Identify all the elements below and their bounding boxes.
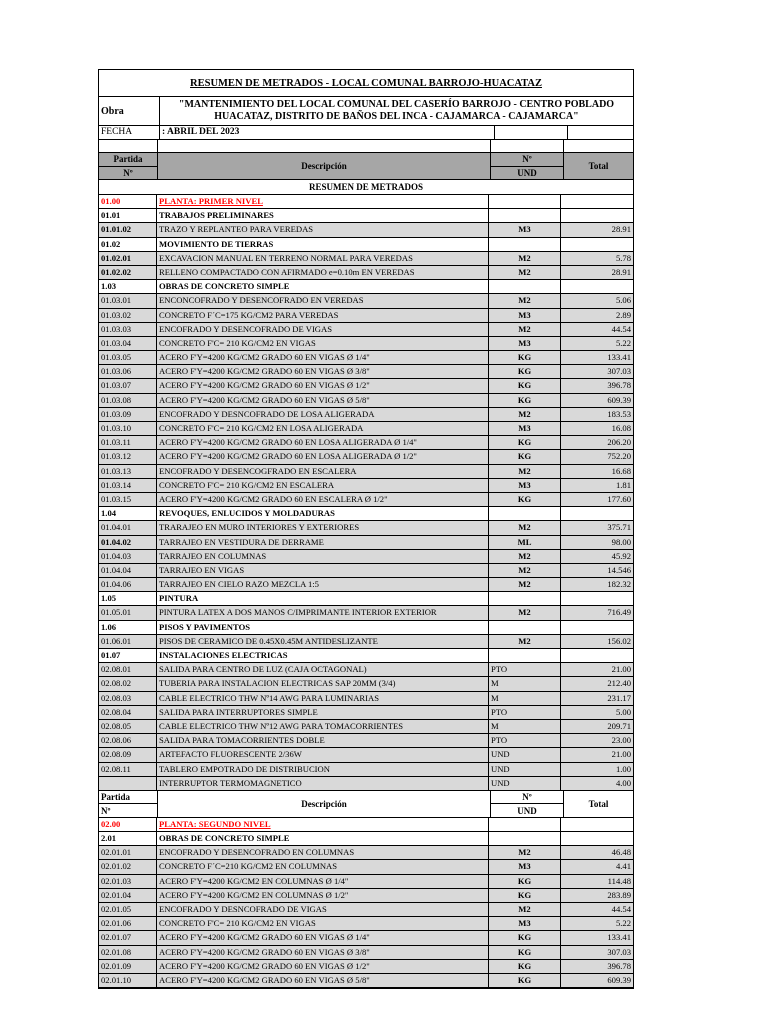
table-row bbox=[99, 875, 633, 889]
total-cell: 14.546 bbox=[607, 564, 631, 575]
descripcion-cell: ACERO F'Y=4200 KG/CM2 GRADO 60 EN VIGAS Ø 1/2" bbox=[157, 960, 489, 973]
total-cell: 4.00 bbox=[615, 777, 631, 788]
descripcion-cell: CONCRETO F'C= 210 KG/CM2 EN VIGAS bbox=[157, 337, 489, 350]
table-row bbox=[99, 323, 633, 337]
obra-label: Obra bbox=[99, 97, 160, 125]
partida-cell: 01.04.02 bbox=[99, 536, 157, 549]
descripcion-cell: TARRAJEO EN VIGAS bbox=[157, 564, 489, 577]
total-cell: 16.68 bbox=[611, 465, 631, 476]
total-cell bbox=[561, 592, 633, 605]
partida-cell: 01.01 bbox=[99, 209, 157, 222]
table-row bbox=[99, 436, 633, 450]
descripcion-cell: TUBERIA PARA INSTALACION ELECTRICAS SAP 20MM (3/4) bbox=[157, 677, 489, 690]
table-row bbox=[99, 763, 633, 777]
unidad-cell: KG bbox=[489, 379, 561, 392]
descripcion-cell: CONCRETO F´C=210 KG/CM2 EN COLUMNAS bbox=[157, 860, 489, 873]
total-cell bbox=[561, 280, 633, 293]
partida-cell: 02.08.05 bbox=[99, 720, 157, 733]
unidad-cell: M3 bbox=[489, 309, 561, 322]
table-row bbox=[99, 252, 633, 266]
rows-segundo-nivel bbox=[99, 818, 633, 988]
partida-cell: 01.02.02 bbox=[99, 266, 157, 279]
table-row bbox=[99, 422, 633, 436]
header-total: Total bbox=[588, 161, 609, 171]
descripcion-cell: CABLE ELECTRICO THW Nº12 AWG PARA TOMACORRIENTES bbox=[157, 720, 489, 733]
descripcion-cell: ARTEFACTO FLUORESCENTE 2/36W bbox=[157, 748, 489, 761]
unidad-cell: KG bbox=[489, 493, 561, 506]
unidad-cell: M2 bbox=[489, 635, 561, 648]
unidad-cell: KG bbox=[489, 875, 561, 888]
descripcion-cell bbox=[157, 818, 489, 831]
total-cell: 21.00 bbox=[611, 749, 631, 760]
descripcion-cell: TARRAJEO EN CIELO RAZO MEZCLA 1:5 bbox=[157, 578, 489, 591]
table-row bbox=[99, 621, 633, 635]
partida-cell: 01.04.03 bbox=[99, 550, 157, 563]
table-row bbox=[99, 564, 633, 578]
fecha-row bbox=[99, 126, 633, 140]
unidad-cell: M3 bbox=[489, 917, 561, 930]
total-cell: 21.00 bbox=[611, 664, 631, 675]
header-und: UND bbox=[517, 805, 537, 816]
total-cell: 212.40 bbox=[607, 678, 631, 689]
total-cell: 5.00 bbox=[615, 706, 631, 717]
unidad-cell: KG bbox=[489, 960, 561, 973]
total-cell: 28.91 bbox=[611, 266, 631, 277]
table-row bbox=[99, 748, 633, 762]
unidad-cell: PTO bbox=[489, 706, 561, 719]
total-cell bbox=[561, 621, 633, 634]
total-cell: 2.89 bbox=[615, 309, 631, 320]
table-row bbox=[99, 946, 633, 960]
table-row bbox=[99, 309, 633, 323]
total-cell bbox=[561, 818, 633, 831]
total-cell: 28.91 bbox=[611, 224, 631, 235]
descripcion-cell bbox=[157, 195, 489, 208]
total-cell: 307.03 bbox=[607, 366, 631, 377]
total-cell bbox=[561, 195, 633, 208]
partida-cell: 02.01.04 bbox=[99, 889, 157, 902]
descripcion-cell: ACERO F'Y=4200 KG/CM2 EN COLUMNAS Ø 1/2" bbox=[157, 889, 489, 902]
unidad-cell: KG bbox=[489, 436, 561, 449]
descripcion-cell: MOVIMIENTO DE TIERRAS bbox=[157, 238, 489, 251]
header-partida: Partida bbox=[99, 791, 157, 805]
total-cell: 156.02 bbox=[607, 635, 631, 646]
partida-cell: 01.04.04 bbox=[99, 564, 157, 577]
total-cell: 5.22 bbox=[615, 918, 631, 929]
descripcion-cell: REVOQUES, ENLUCIDOS Y MOLDADURAS bbox=[157, 507, 489, 520]
unidad-cell bbox=[489, 195, 561, 208]
table-row bbox=[99, 195, 633, 209]
table-row bbox=[99, 337, 633, 351]
unidad-cell: M2 bbox=[489, 846, 561, 859]
partida-cell: 01.03.15 bbox=[99, 493, 157, 506]
blank-row bbox=[99, 140, 633, 153]
unidad-cell: KG bbox=[489, 394, 561, 407]
total-cell bbox=[561, 238, 633, 251]
header-partida: Partida bbox=[99, 153, 157, 167]
descripcion-cell: ACERO F'Y=4200 KG/CM2 GRADO 60 EN VIGAS Ø 3/8" bbox=[157, 365, 489, 378]
total-cell: 98.00 bbox=[611, 536, 631, 547]
table-row bbox=[99, 507, 633, 521]
unidad-cell bbox=[489, 209, 561, 222]
header-descripcion: Descripción bbox=[158, 791, 491, 817]
table-row bbox=[99, 394, 633, 408]
nivel-title: PLANTA: PRIMER NIVEL bbox=[159, 196, 263, 206]
unidad-cell bbox=[489, 238, 561, 251]
total-cell bbox=[561, 507, 633, 520]
unidad-cell: M2 bbox=[489, 408, 561, 421]
total-cell: 307.03 bbox=[607, 946, 631, 957]
table-row bbox=[99, 777, 633, 791]
descripcion-cell: ACERO F'Y=4200 KG/CM2 GRADO 60 EN LOSA ALIGERADA Ø 1/4" bbox=[157, 436, 489, 449]
partida-cell: 01.01.02 bbox=[99, 223, 157, 236]
total-cell: 206.20 bbox=[607, 437, 631, 448]
table-row bbox=[99, 521, 633, 535]
table-row bbox=[99, 818, 633, 832]
table-row bbox=[99, 649, 633, 663]
partida-cell: 01.03.08 bbox=[99, 394, 157, 407]
document-title: RESUMEN DE METRADOS - LOCAL COMUNAL BARROJO-HUACATAZ bbox=[99, 70, 633, 97]
descripcion-cell: ACERO F'Y=4200 KG/CM2 GRADO 60 EN ESCALERA Ø 1/2" bbox=[157, 493, 489, 506]
unidad-cell: UND bbox=[489, 763, 561, 776]
partida-cell: 02.01.07 bbox=[99, 931, 157, 944]
descripcion-cell: RELLENO COMPACTADO CON AFIRMADO e=0.10m EN VEREDAS bbox=[157, 266, 489, 279]
fecha-value: : ABRIL DEL 2023 bbox=[160, 126, 495, 139]
total-cell bbox=[561, 209, 633, 222]
partida-cell: 01.00 bbox=[99, 195, 157, 208]
unidad-cell: M bbox=[489, 692, 561, 705]
total-cell: 114.48 bbox=[607, 875, 631, 886]
descripcion-cell: ACERO F'Y=4200 KG/CM2 GRADO 60 EN LOSA ALIGERADA Ø 1/2" bbox=[157, 450, 489, 463]
descripcion-cell: ENCOFRADO Y DESENCOFRADO EN COLUMNAS bbox=[157, 846, 489, 859]
descripcion-cell: TABLERO EMPOTRADO DE DISTRIBUCION bbox=[157, 763, 489, 776]
table-row bbox=[99, 450, 633, 464]
descripcion-cell: ENCOFRADO Y DESENCOFRADO DE VIGAS bbox=[157, 323, 489, 336]
partida-cell: 1.03 bbox=[99, 280, 157, 293]
partida-cell: 01.03.09 bbox=[99, 408, 157, 421]
partida-cell: 01.03.13 bbox=[99, 465, 157, 478]
total-cell: 177.60 bbox=[607, 493, 631, 504]
total-cell: 16.08 bbox=[611, 423, 631, 433]
unidad-cell: UND bbox=[489, 777, 561, 790]
total-cell bbox=[561, 649, 633, 662]
total-cell: 1.81 bbox=[615, 479, 631, 490]
descripcion-cell: TARRAJEO EN VESTIDURA DE DERRAME bbox=[157, 536, 489, 549]
descripcion-cell: TRARAJEO EN MURO INTERIORES Y EXTERIORES bbox=[157, 521, 489, 534]
table-row bbox=[99, 860, 633, 874]
header-n: Nº bbox=[491, 791, 563, 805]
partida-cell: 01.02.01 bbox=[99, 252, 157, 265]
header-descripcion: Descripción bbox=[158, 153, 491, 179]
unidad-cell: KG bbox=[489, 889, 561, 902]
partida-cell: 02.01.02 bbox=[99, 860, 157, 873]
partida-cell: 02.08.04 bbox=[99, 706, 157, 719]
partida-cell: 01.03.03 bbox=[99, 323, 157, 336]
partida-cell: 01.07 bbox=[99, 649, 157, 662]
partida-cell: 01.05.01 bbox=[99, 606, 157, 619]
table-row bbox=[99, 734, 633, 748]
table-row bbox=[99, 931, 633, 945]
partida-cell: 01.03.07 bbox=[99, 379, 157, 392]
descripcion-cell: SALIDA PARA INTERRUPTORES SIMPLE bbox=[157, 706, 489, 719]
unidad-cell: PTO bbox=[489, 734, 561, 747]
partida-cell: 02.08.01 bbox=[99, 663, 157, 676]
table-row bbox=[99, 832, 633, 846]
descripcion-cell: ACERO F'Y=4200 KG/CM2 GRADO 60 EN VIGAS Ø 3/8" bbox=[157, 946, 489, 959]
unidad-cell bbox=[489, 832, 561, 845]
table-row bbox=[99, 408, 633, 422]
unidad-cell: M bbox=[489, 677, 561, 690]
metrados-sheet bbox=[98, 69, 634, 989]
partida-cell: 02.01.03 bbox=[99, 875, 157, 888]
table-row bbox=[99, 706, 633, 720]
nivel-title: PLANTA: SEGUNDO NIVEL bbox=[159, 818, 271, 829]
total-cell: 44.54 bbox=[611, 904, 631, 914]
table-row bbox=[99, 917, 633, 931]
partida-cell: 01.03.06 bbox=[99, 365, 157, 378]
unidad-cell bbox=[489, 818, 561, 831]
unidad-cell: M3 bbox=[489, 337, 561, 350]
unidad-cell: M2 bbox=[489, 323, 561, 336]
table-row bbox=[99, 365, 633, 379]
partida-cell: 02.08.09 bbox=[99, 748, 157, 761]
header-numero: Nº bbox=[123, 167, 133, 178]
header-numero: Nº bbox=[101, 805, 111, 816]
partida-cell: 01.04.01 bbox=[99, 521, 157, 534]
unidad-cell: M3 bbox=[489, 422, 561, 435]
descripcion-cell: CONCRETO F'C= 210 KG/CM2 EN ESCALERA bbox=[157, 479, 489, 492]
descripcion-cell: PISOS Y PAVIMENTOS bbox=[157, 621, 489, 634]
descripcion-cell: TRAZO Y REPLANTEO PARA VEREDAS bbox=[157, 223, 489, 236]
unidad-cell: M2 bbox=[489, 903, 561, 916]
partida-cell: 01.06.01 bbox=[99, 635, 157, 648]
total-cell: 133.41 bbox=[607, 932, 631, 943]
table-row bbox=[99, 479, 633, 493]
unidad-cell: M2 bbox=[489, 521, 561, 534]
descripcion-cell: ACERO F'Y=4200 KG/CM2 GRADO 60 EN VIGAS Ø 5/8" bbox=[157, 394, 489, 407]
table-row bbox=[99, 209, 633, 223]
total-cell: 283.89 bbox=[607, 889, 631, 900]
unidad-cell: M2 bbox=[489, 294, 561, 307]
header-total: Total bbox=[588, 798, 609, 809]
descripcion-cell: SALIDA PARA TOMACORRIENTES DOBLE bbox=[157, 734, 489, 747]
descripcion-cell: CONCRETO F´C=175 KG/CM2 PARA VEREDAS bbox=[157, 309, 489, 322]
descripcion-cell: INTERRUPTOR TERMOMAGNETICO bbox=[157, 777, 489, 790]
partida-cell: 01.03.02 bbox=[99, 309, 157, 322]
unidad-cell: M2 bbox=[489, 266, 561, 279]
table-row bbox=[99, 351, 633, 365]
unidad-cell: KG bbox=[489, 946, 561, 959]
total-cell bbox=[561, 832, 633, 845]
unidad-cell: KG bbox=[489, 450, 561, 463]
unidad-cell: UND bbox=[489, 748, 561, 761]
table-row bbox=[99, 635, 633, 649]
table-row bbox=[99, 578, 633, 592]
table-row bbox=[99, 960, 633, 974]
unidad-cell bbox=[489, 280, 561, 293]
table-row bbox=[99, 536, 633, 550]
partida-cell: 02.01.10 bbox=[99, 974, 157, 987]
partida-cell: 02.00 bbox=[99, 818, 157, 831]
obra-row bbox=[99, 97, 633, 126]
table-row bbox=[99, 379, 633, 393]
total-cell: 183.53 bbox=[607, 408, 631, 419]
descripcion-cell: ACERO F'Y=4200 KG/CM2 GRADO 60 EN VIGAS Ø 1/4" bbox=[157, 931, 489, 944]
partida-cell: 01.02 bbox=[99, 238, 157, 251]
partida-cell: 01.03.12 bbox=[99, 450, 157, 463]
table-row bbox=[99, 606, 633, 620]
table-row bbox=[99, 493, 633, 507]
partida-cell: 02.08.06 bbox=[99, 734, 157, 747]
total-cell: 231.17 bbox=[607, 692, 631, 703]
descripcion-cell: CONCRETO F'C= 210 KG/CM2 EN VIGAS bbox=[157, 917, 489, 930]
table-row bbox=[99, 889, 633, 903]
total-cell: 23.00 bbox=[611, 735, 631, 746]
unidad-cell: M3 bbox=[489, 223, 561, 236]
unidad-cell: M3 bbox=[489, 479, 561, 492]
partida-cell: 01.03.04 bbox=[99, 337, 157, 350]
table-header-2 bbox=[99, 791, 633, 818]
unidad-cell: M2 bbox=[489, 550, 561, 563]
total-cell: 375.71 bbox=[607, 522, 631, 533]
partida-cell: 01.04.06 bbox=[99, 578, 157, 591]
total-cell: 45.92 bbox=[611, 550, 631, 561]
section-title: RESUMEN DE METRADOS bbox=[99, 180, 633, 195]
unidad-cell: M2 bbox=[489, 252, 561, 265]
partida-cell: 1.04 bbox=[99, 507, 157, 520]
total-cell: 133.41 bbox=[607, 352, 631, 363]
descripcion-cell: OBRAS DE CONCRETO SIMPLE bbox=[157, 280, 489, 293]
partida-cell: 02.01.08 bbox=[99, 946, 157, 959]
partida-cell: 01.03.05 bbox=[99, 351, 157, 364]
total-cell: 609.39 bbox=[607, 394, 631, 405]
total-cell: 396.78 bbox=[607, 380, 631, 391]
partida-cell: 02.08.11 bbox=[99, 763, 157, 776]
fecha-label: FECHA bbox=[99, 126, 160, 139]
total-cell: 182.32 bbox=[607, 579, 631, 590]
partida-cell: 01.03.10 bbox=[99, 422, 157, 435]
unidad-cell: ML bbox=[489, 536, 561, 549]
descripcion-cell: OBRAS DE CONCRETO SIMPLE bbox=[157, 832, 489, 845]
partida-cell bbox=[99, 777, 157, 790]
descripcion-cell: ENCOFRADO Y DESENCOGFRADO EN ESCALERA bbox=[157, 465, 489, 478]
table-row bbox=[99, 846, 633, 860]
table-row bbox=[99, 974, 633, 988]
unidad-cell: M2 bbox=[489, 465, 561, 478]
unidad-cell: M2 bbox=[489, 606, 561, 619]
total-cell: 209.71 bbox=[607, 720, 631, 731]
table-row bbox=[99, 903, 633, 917]
header-n: Nº bbox=[491, 153, 563, 167]
descripcion-cell: ENCOFRADO Y DESNCOFRADO DE LOSA ALIGERADA bbox=[157, 408, 489, 421]
descripcion-cell: ACERO F'Y=4200 KG/CM2 EN COLUMNAS Ø 1/4" bbox=[157, 875, 489, 888]
unidad-cell: PTO bbox=[489, 663, 561, 676]
total-cell: 396.78 bbox=[607, 960, 631, 971]
descripcion-cell: ACERO F'Y=4200 KG/CM2 GRADO 60 EN VIGAS Ø 1/4" bbox=[157, 351, 489, 364]
rows-primer-nivel bbox=[99, 195, 633, 791]
total-cell: 5.06 bbox=[615, 295, 631, 306]
partida-cell: 02.08.03 bbox=[99, 692, 157, 705]
descripcion-cell: TARRAJEO EN COLUMNAS bbox=[157, 550, 489, 563]
partida-cell: 02.01.01 bbox=[99, 846, 157, 859]
total-cell: 716.49 bbox=[607, 607, 631, 618]
descripcion-cell: ACERO F'Y=4200 KG/CM2 GRADO 60 EN VIGAS Ø 5/8" bbox=[157, 974, 489, 987]
total-cell: 1.00 bbox=[615, 763, 631, 774]
partida-cell: 01.03.11 bbox=[99, 436, 157, 449]
descripcion-cell: EXCAVACION MANUAL EN TERRENO NORMAL PARA VEREDAS bbox=[157, 252, 489, 265]
descripcion-cell: CABLE ELECTRICO THW Nº14 AWG PARA LUMINARIAS bbox=[157, 692, 489, 705]
total-cell: 4.41 bbox=[615, 861, 631, 872]
unidad-cell bbox=[489, 621, 561, 634]
partida-cell: 02.08.02 bbox=[99, 677, 157, 690]
partida-cell: 01.03.01 bbox=[99, 294, 157, 307]
obra-value: "MANTENIMIENTO DEL LOCAL COMUNAL DEL CASERÍO BARROJO - CENTRO POBLADO HUACATAZ, DISTRITO DE BAÑOS DEL INCA - CAJAMARCA - CAJAMARCA" bbox=[178, 99, 615, 122]
descripcion-cell: ENCOFRADO Y DESNCOFRADO DE VIGAS bbox=[157, 903, 489, 916]
partida-cell: 02.01.05 bbox=[99, 903, 157, 916]
descripcion-cell: PINTURA LATEX A DOS MANOS C/IMPRIMANTE INTERIOR EXTERIOR bbox=[157, 606, 489, 619]
table-row bbox=[99, 266, 633, 280]
unidad-cell: M2 bbox=[489, 578, 561, 591]
total-cell: 752.20 bbox=[607, 451, 631, 462]
table-row bbox=[99, 677, 633, 691]
unidad-cell: KG bbox=[489, 931, 561, 944]
descripcion-cell: SALIDA PARA CENTRO DE LUZ (CAJA OCTAGONAL) bbox=[157, 663, 489, 676]
unidad-cell bbox=[489, 507, 561, 520]
total-cell: 5.22 bbox=[615, 337, 631, 348]
table-row bbox=[99, 238, 633, 252]
descripcion-cell: CONCRETO F'C= 210 KG/CM2 EN LOSA ALIGERADA bbox=[157, 422, 489, 435]
unidad-cell: M3 bbox=[489, 860, 561, 873]
partida-cell: 02.01.09 bbox=[99, 960, 157, 973]
table-header bbox=[99, 153, 633, 180]
unidad-cell: M bbox=[489, 720, 561, 733]
descripcion-cell: ENCONCOFRADO Y DESENCOFRADO EN VEREDAS bbox=[157, 294, 489, 307]
total-cell: 44.54 bbox=[611, 323, 631, 334]
table-row bbox=[99, 223, 633, 237]
unidad-cell bbox=[489, 592, 561, 605]
total-cell: 5.78 bbox=[615, 252, 631, 263]
table-row bbox=[99, 465, 633, 479]
partida-cell: 2.01 bbox=[99, 832, 157, 845]
table-row bbox=[99, 720, 633, 734]
total-cell: 46.48 bbox=[611, 847, 631, 858]
unidad-cell bbox=[489, 649, 561, 662]
table-row bbox=[99, 663, 633, 677]
header-und: UND bbox=[517, 167, 537, 178]
table-row bbox=[99, 294, 633, 308]
total-cell: 609.39 bbox=[607, 974, 631, 985]
unidad-cell: KG bbox=[489, 974, 561, 987]
table-row bbox=[99, 280, 633, 294]
table-row bbox=[99, 550, 633, 564]
unidad-cell: KG bbox=[489, 351, 561, 364]
partida-cell: 1.05 bbox=[99, 592, 157, 605]
descripcion-cell: ACERO F'Y=4200 KG/CM2 GRADO 60 EN VIGAS Ø 1/2" bbox=[157, 379, 489, 392]
descripcion-cell: PISOS DE CERAMICO DE 0.45X0.45M ANTIDESLIZANTE bbox=[157, 635, 489, 648]
table-row bbox=[99, 592, 633, 606]
unidad-cell: KG bbox=[489, 365, 561, 378]
partida-cell: 01.03.14 bbox=[99, 479, 157, 492]
descripcion-cell: INSTALACIONES ELECTRICAS bbox=[157, 649, 489, 662]
descripcion-cell: TRABAJOS PRELIMINARES bbox=[157, 209, 489, 222]
table-row bbox=[99, 692, 633, 706]
partida-cell: 1.06 bbox=[99, 621, 157, 634]
unidad-cell: M2 bbox=[489, 564, 561, 577]
descripcion-cell: PINTURA bbox=[157, 592, 489, 605]
partida-cell: 02.01.06 bbox=[99, 917, 157, 930]
